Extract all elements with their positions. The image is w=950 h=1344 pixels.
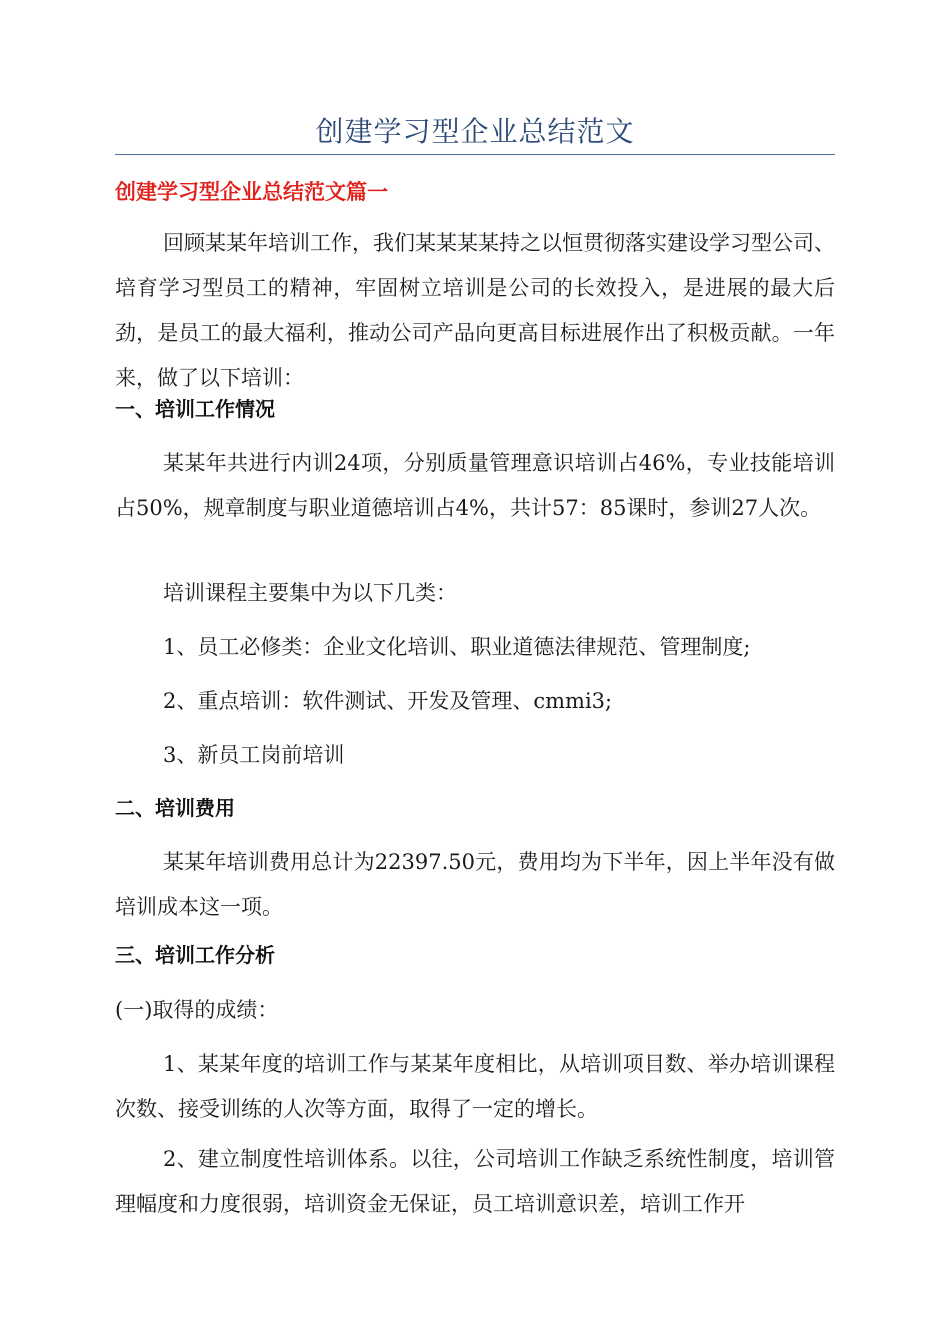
intro-paragraph: 回顾某某年培训工作，我们某某某某持之以恒贯彻落实建设学习型公司、培育学习型员工的精神，牢固树立培训是公司的长效投入，是进展的最大后劲，是员工的最大福利，推动公司产品向更高目标进展作出了积极贡献。一年来，做了以下培训： [115,231,835,390]
document-title: 创建学习型企业总结范文 [315,115,635,148]
section-subtitle: 创建学习型企业总结范文篇一 [115,180,388,204]
section3-paragraph: 2、建立制度性培训体系。以往，公司培训工作缺乏系统性制度，培训管理幅度和力度很弱，培训资金无保证，员工培训意识差，培训工作开 [115,1147,835,1216]
course-intro-paragraph: 培训课程主要集中为以下几类： [163,581,457,605]
section1-heading: 一、培训工作情况 [115,397,275,421]
section1-paragraph: 某某年共进行内训24项，分别质量管理意识培训占46%，专业技能培训占50%，规章制度与职业道德培训占4%，共计57：85课时，参训27人次。 [115,451,835,520]
list-item: 3、新员工岗前培训 [163,743,345,767]
list-item: 2、重点培训：软件测试、开发及管理、cmmi3; [163,689,613,713]
title-underline [115,154,835,155]
subsection-heading: (一)取得的成绩： [115,998,279,1022]
section3-heading: 三、培训工作分析 [115,943,275,967]
section2-paragraph: 某某年培训费用总计为22397.50元，费用均为下半年，因上半年没有做培训成本这一项。 [115,850,835,919]
list-item: 1、员工必修类：企业文化培训、职业道德法律规范、管理制度; [163,635,751,659]
section2-heading: 二、培训费用 [115,796,235,820]
section3-paragraph: 1、某某年度的培训工作与某某年度相比，从培训项目数、举办培训课程次数、接受训练的人次等方面，取得了一定的增长。 [115,1052,835,1121]
